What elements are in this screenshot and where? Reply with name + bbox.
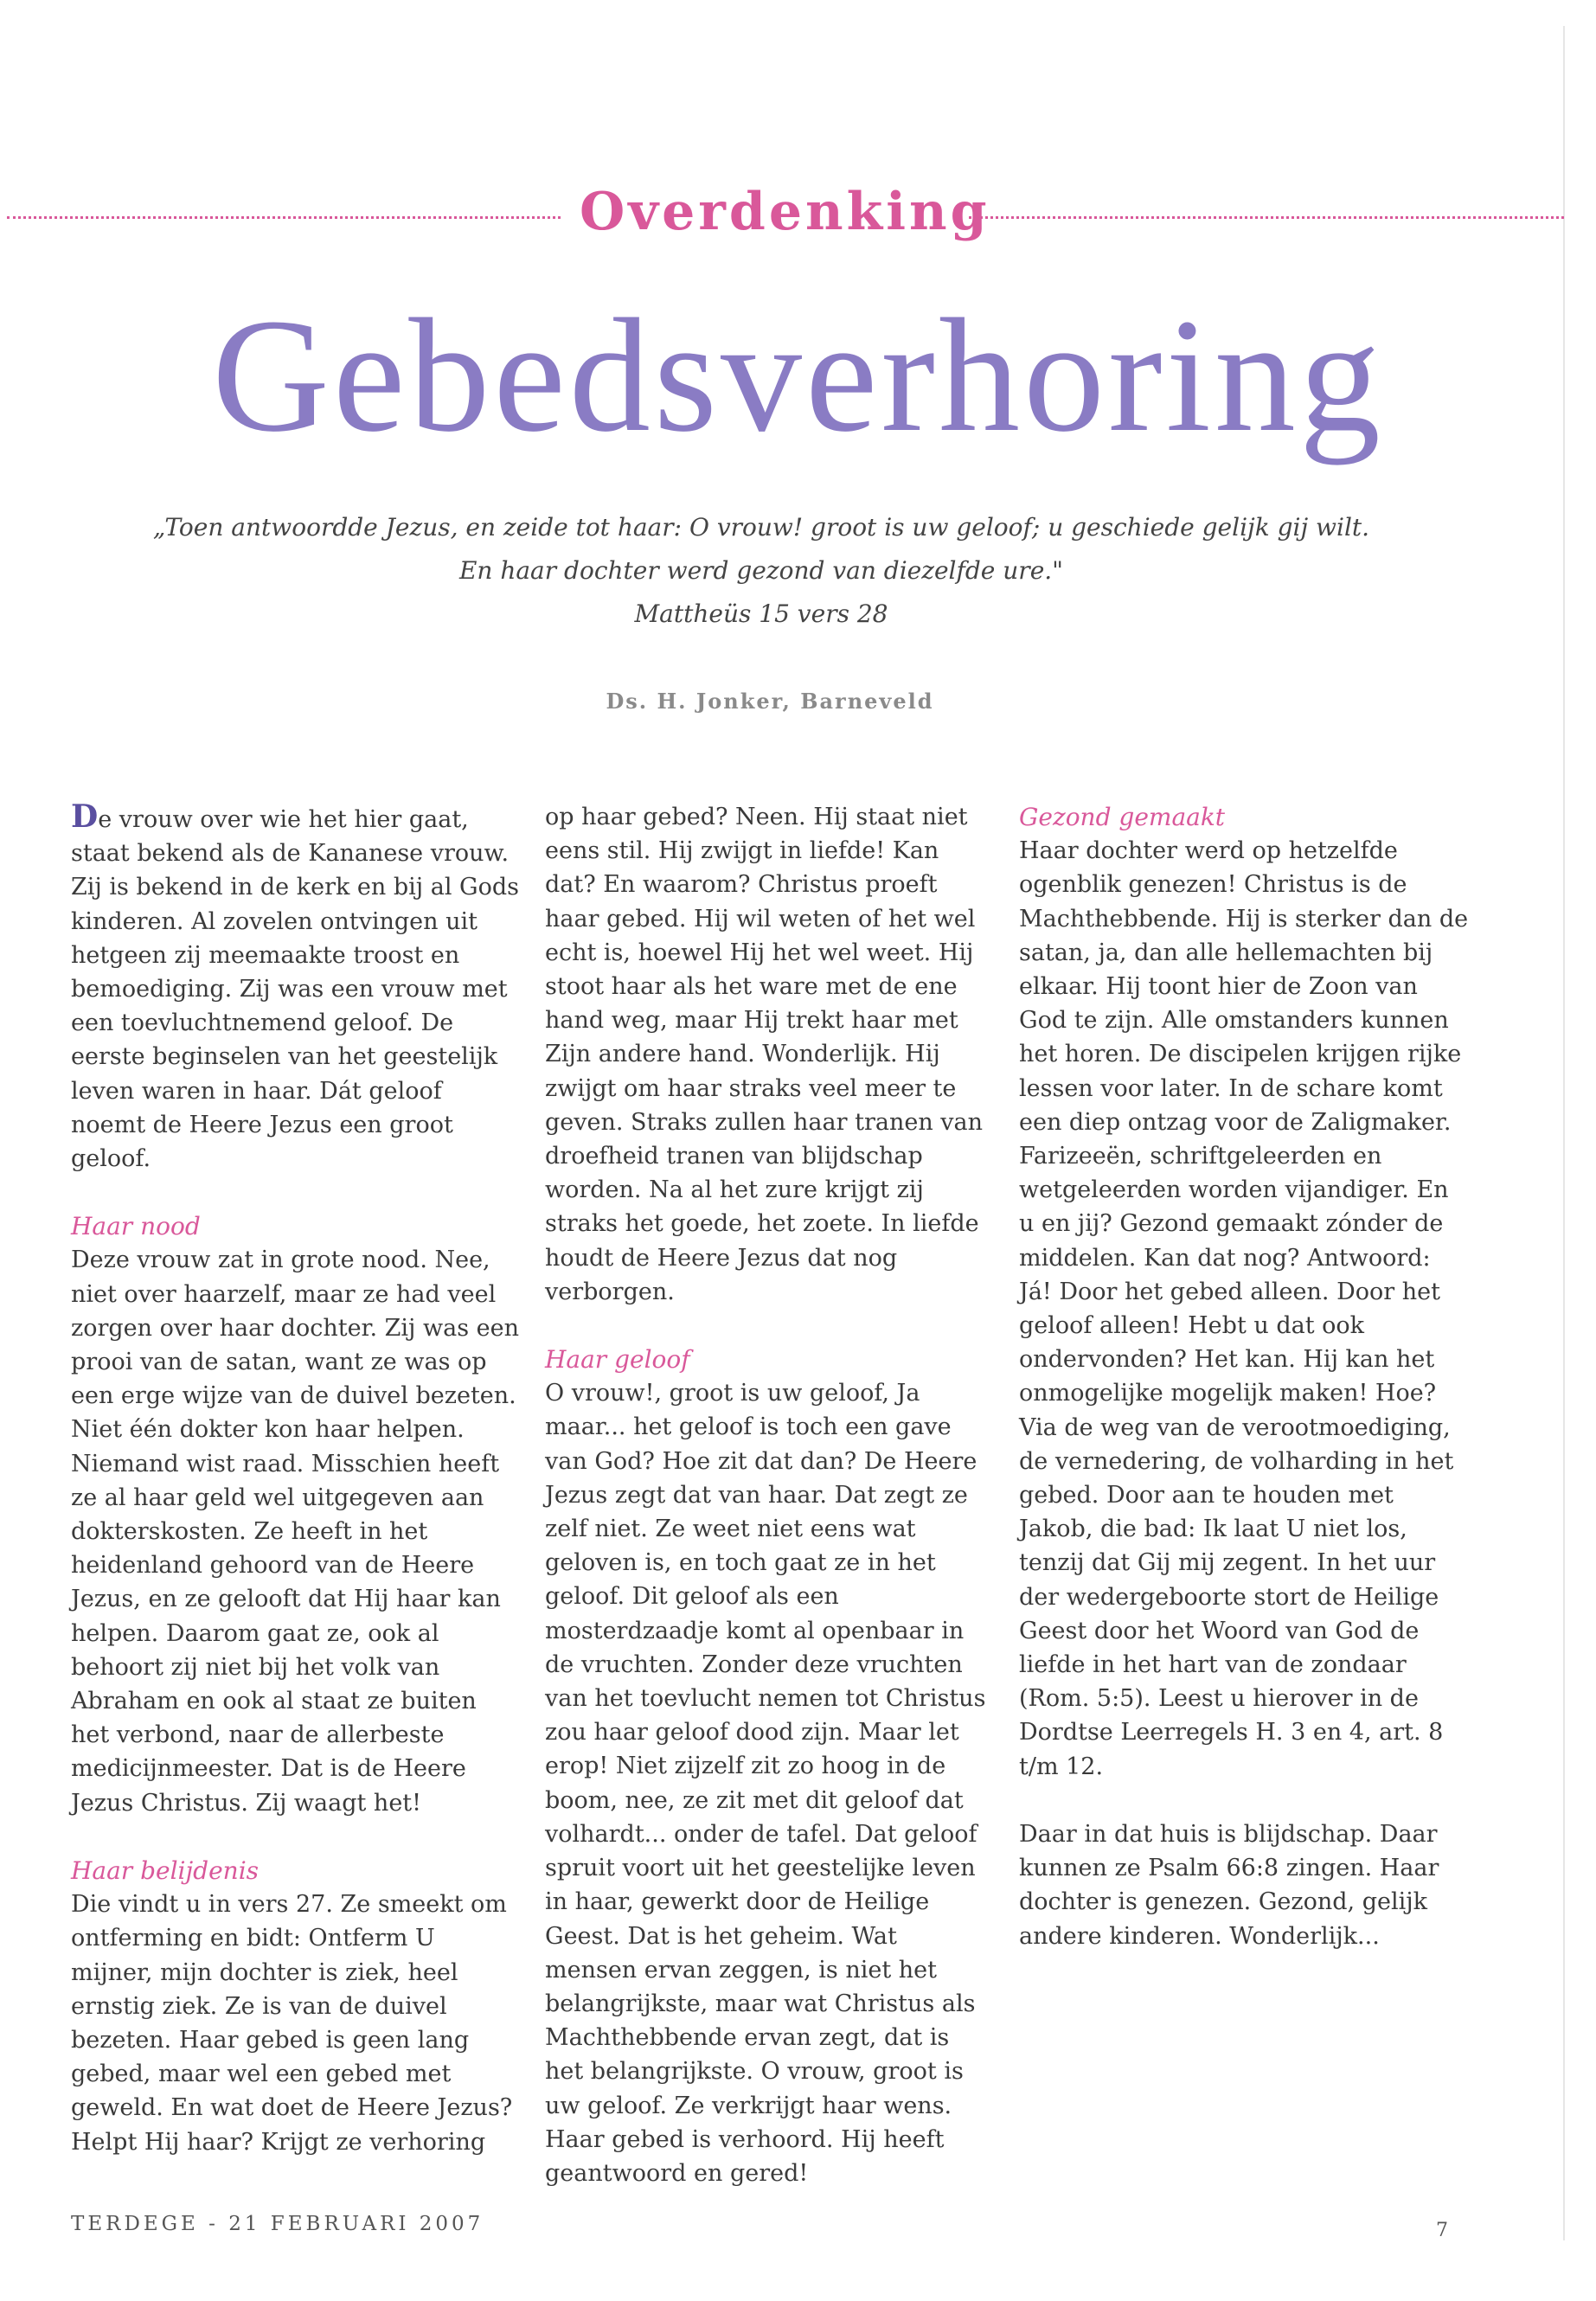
paragraph-gezond-gemaakt: Haar dochter werd op hetzelfde ogenblik genezen! Christus is de Machthebbende. Hij is sterker dan de satan, ja, dan alle hellemachten bij elkaar. Hij toont hier de Zoon van God te zijn. Alle omstanders kunnen het horen. De discipelen krijgen rijke lessen voor later. In de schare komt een diep ontzag voor de Zaligmaker. Farizeeën, schriftgeleerden en wetgeleerden worden vijandiger. En u en jij? Gezond gemaakt zónder de middelen. Kan dat nog? Antwoord: Já! Door het gebed alleen. Door het geloof alleen! Hebt u dat ook ondervonden? Het kan. Hij kan het onmogelijke mogelijk maken! Hoe? Via de weg van de verootmoediging, de vernedering, de volharding in het gebed. Door aan te houden met Jakob, die bad: Ik laat U niet los, tenzij dat Gij mij zegent. In het uur der wedergeboorte stort de Heilige Geest door het Woord van God de liefde in het hart van de zondaar (Rom. 5:5). Leest u hierover in de Dordtse Leerregels H. 3 en 4, art. 8 t/m 12.: [1019, 837, 1469, 1780]
bible-quote: [138, 506, 1384, 636]
heading-gezond-gemaakt: Gezond gemaakt: [1019, 803, 1226, 831]
quote-reference: Mattheüs 15 vers 28: [634, 599, 888, 628]
dotted-rule-left: [7, 216, 561, 219]
quote-line-2: En haar dochter werd gezond van diezelfde ure.": [458, 556, 1064, 585]
publication-footer: TERDEGE - 21 FEBRUARI 2007: [71, 2213, 484, 2235]
author-byline: Ds. H. Jonker, Barneveld: [606, 689, 934, 714]
heading-haar-nood: Haar nood: [71, 1212, 201, 1241]
intro-text: e vrouw over wie het hier gaat, staat bekend als de Kananese vrouw. Zij is bekend in de kerk en bij al Gods kinderen. Al zovelen ontvingen uit hetgeen zij meemaakte troost en bemoediging. Zij was een vrouw met een toevluchtnemend geloof. De eerste beginselen van het geestelijk leven waren in haar. Dát geloof noemt de Heere Jezus een groot geloof.: [71, 806, 520, 1173]
article-column-3: [1019, 800, 1469, 1987]
section-label: Overdenking: [580, 182, 990, 242]
heading-haar-belijdenis: Haar belijdenis: [71, 1856, 260, 1885]
quote-line-1: „Toen antwoordde Jezus, en zeide tot haar: O vrouw! groot is uw geloof; u geschiede gelijk gij wilt.: [152, 513, 1370, 542]
article-title: Gebedsverhoring: [212, 285, 1384, 465]
dotted-rule-right: [969, 216, 1564, 219]
article-column-2: [545, 800, 995, 2224]
closing-paragraph: Daar in dat huis is blijdschap. Daar kunnen ze Psalm 66:8 zingen. Haar dochter is genezen. Gezond, gelijk andere kinderen. Wonderlijk...: [1019, 1820, 1439, 1950]
paragraph-haar-belijdenis-continued: op haar gebed? Neen. Hij staat niet eens stil. Hij zwijgt in liefde! Kan dat? En waarom? Christus proeft haar gebed. Hij wil weten of het wel echt is, hoewel Hij het wel weet. Hij stoot haar als het ware met de ene hand weg, maar Hij trekt haar met Zijn andere hand. Wonderlijk. Hij zwijgt om haar straks veel meer te geven. Straks zullen haar tranen van droefheid tranen van blijdschap worden. Na al het zure krijgt zij straks het goede, het zoete. In liefde houdt de Heere Jezus dat nog verborgen.: [545, 804, 984, 1305]
page-number: 7: [1436, 2220, 1448, 2241]
drop-cap: D: [71, 798, 99, 835]
intro-paragraph: [71, 800, 521, 1176]
article-column-1: [71, 800, 521, 2159]
paragraph-haar-geloof: O vrouw!, groot is uw geloof, Ja maar... het geloof is toch een gave van God? Hoe zit dat dan? De Heere Jezus zegt dat van haar. Dat zegt ze zelf niet. Ze weet niet eens wat geloven is, en toch gaat ze in het geloof. Dit geloof als een mosterdzaadje komt al openbaar in de vruchten. Zonder deze vruchten van het toevlucht nemen tot Christus zou haar geloof dood zijn. Maar let erop! Niet zijzelf zit zo hoog in de boom, nee, ze zit met dit geloof dat volhardt... onder de tafel. Dat geloof spruit voort uit het geestelijke leven in haar, gewerkt door de Heilige Geest. Dat is het geheim. Wat mensen ervan zeggen, is niet het belangrijkste, maar wat Christus als Machthebbende ervan zegt, dat is het belangrijkste. O vrouw, groot is uw geloof. Ze verkrijgt haar wens. Haar gebed is verhoord. Hij heeft geantwoord en gered!: [545, 1380, 986, 2187]
section-header: [0, 182, 1564, 251]
paragraph-haar-belijdenis: Die vindt u in vers 27. Ze smeekt om ontferming en bidt: Ontferm U mijner, mijn dochter is ziek, heel ernstig ziek. Ze is van de duivel bezeten. Haar gebed is geen lang gebed, maar wel een gebed met geweld. En wat doet de Heere Jezus? Helpt Hij haar? Krijgt ze verhoring: [71, 1891, 513, 2156]
paragraph-haar-nood: Deze vrouw zat in grote nood. Nee, niet over haarzelf, maar ze had veel zorgen over haar dochter. Zij was een prooi van de satan, want ze was op een erge wijze van de duivel bezeten. Niet één dokter kon haar helpen. Niemand wist raad. Misschien heeft ze al haar geld wel uitgegeven aan dokterskosten. Ze heeft in het heidenland gehoord van de Heere Jezus, en ze gelooft dat Hij haar kan helpen. Daarom gaat ze, ook al behoort zij niet bij het volk van Abraham en ook al staat ze buiten het verbond, naar de allerbeste medicijnmeester. Dat is de Heere Jezus Christus. Zij waagt het!: [71, 1247, 519, 1817]
heading-haar-geloof: Haar geloof: [545, 1345, 690, 1375]
